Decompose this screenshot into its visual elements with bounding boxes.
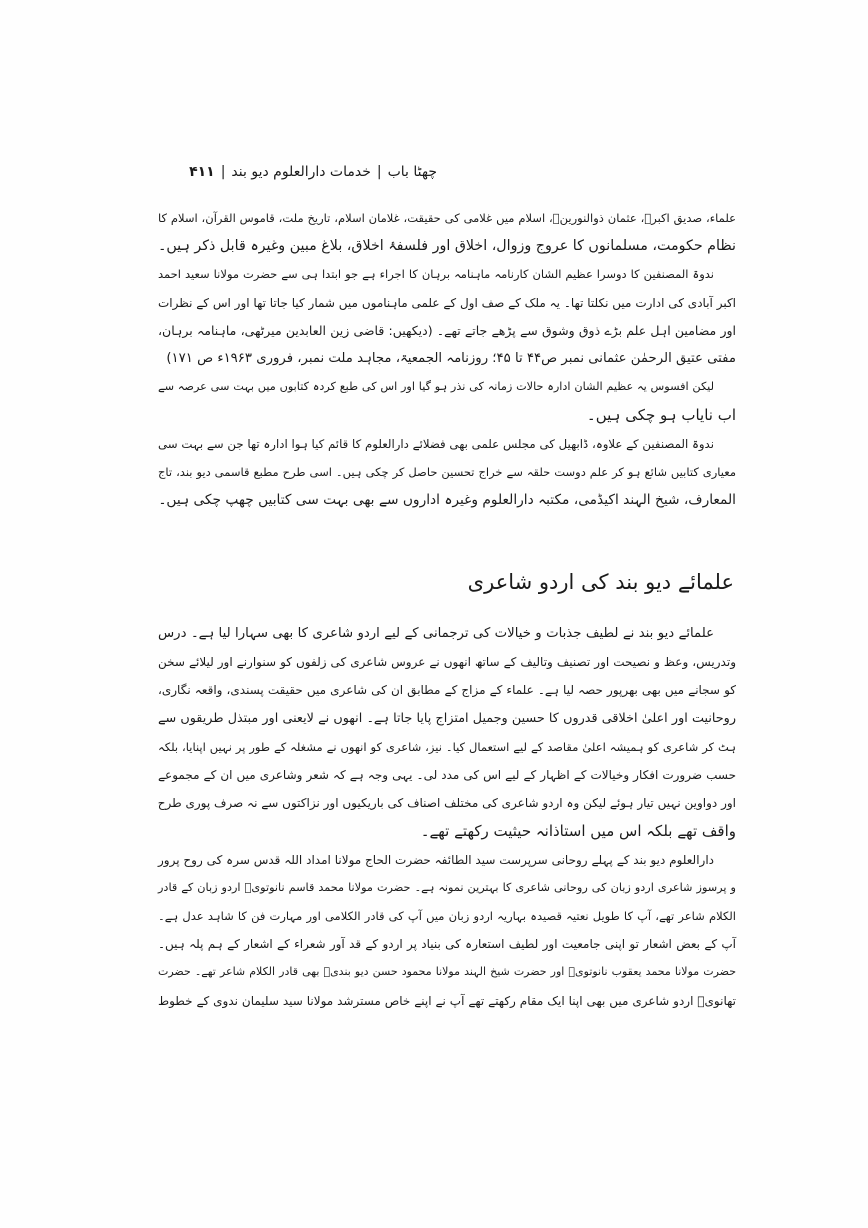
text-line: دارالعلوم دیو بند کے پہلے روحانی سرپرست سید الطائفہ حضرت الحاج مولانا امداد اللہ قدس سرہ کی روح پرور <box>158 852 714 867</box>
text-line: اور دواوین نہیں تیار ہوئے لیکن وہ اردو شاعری کی مختلف اصناف کی باریکیوں اور نزاکتوں سے نہ صرف پوری طرح <box>157 796 736 811</box>
text-line: علماء، صدیق اکبرؓ، عثمان ذوالنورینؓ، اسلام میں غلامی کی حقیقت، غلامان اسلام، تاریخ ملت، قاموس القرآن، اسلام کا <box>158 211 736 225</box>
text-line: کو سجانے میں بھی بھرپور حصہ لیا ہے۔ علماء کے مزاج کے مطابق ان کی شاعری میں حقیقت پسندی، واقعہ نگاری، <box>158 683 736 698</box>
text-line: اور مضامین اہل علم بڑے ذوق وشوق سے پڑھے جاتے تھے۔ (دیکھیں: قاضی زین العابدین میرٹھی، ماہنامہ برہان، <box>158 322 736 338</box>
section-heading: علمائے دیو بند کی اردو شاعری <box>467 570 734 595</box>
text-line: آپ کے بعض اشعار تو اپنی جامعیت اور لطیف استعارہ کی بنیاد پر اردو کے قد آور شعراء کے اشعار کے ہم پلہ ہیں۔ <box>158 937 736 952</box>
paragraph <box>158 430 736 515</box>
paragraph <box>158 260 736 373</box>
text-line: ندوۃ المصنفین کا دوسرا عظیم الشان کارنامہ ماہنامہ برہان کا اجراء ہے جو ابتدا ہی سے حضرت مولانا سعید احمد <box>158 267 714 282</box>
page-number: ۴۱۱ <box>189 164 215 180</box>
text-line: اکبر آبادی کی ادارت میں نکلتا تھا۔ یہ ملک کے صف اول کے علمی ماہناموں میں شمار کیا جاتا تھا اور اس کے نظرات <box>158 295 736 310</box>
header-separator: | <box>376 164 382 180</box>
running-header <box>189 160 437 184</box>
paragraph <box>158 373 736 429</box>
text-line: و پرسوز شاعری اردو زبان کی روحانی شاعری کا بہترین نمونہ ہے۔ حضرت مولانا محمد قاسم نانوتویؒ اردو زبان کے قادر <box>158 880 736 894</box>
text-line: وتدریس، وعظ و نصیحت اور تصنیف وتالیف کے ساتھ انھوں نے عروس شاعری کی زلفوں کو سنوارنے اور لیلائے سخن <box>158 655 736 670</box>
text-line: معیاری کتابیں شائع ہو کر علم دوست حلقہ سے خراج تحسین حاصل کر چکی ہیں۔ اسی طرح مطبع قاسمی دیو بند، تاج <box>158 464 736 479</box>
chapter-label: چھٹا باب <box>387 164 437 180</box>
text-line: واقف تھے بلکہ اس میں استاذانہ حیثیت رکھتے تھے۔ <box>420 822 736 841</box>
text-line: المعارف، شیخ الہند اکیڈمی، مکتبہ دارالعلوم وغیرہ اداروں سے بھی بہت سی کتابیں چھپ چکی ہیں۔ <box>158 491 736 508</box>
paragraph <box>158 846 736 1015</box>
chapter-title: خدمات دارالعلوم دیو بند <box>231 164 371 180</box>
section-body <box>158 620 736 1015</box>
text-line: حسب ضرورت افکار وخیالات کے اظہار کے لیے اس کی مدد لی۔ یہی وجہ ہے کہ شعر وشاعری میں ان کے مجموعے <box>158 768 736 782</box>
paragraph <box>158 620 736 846</box>
text-line: حضرت مولانا محمد یعقوب نانوتویؒ اور حضرت شیخ الہند مولانا محمود حسن دیو بندیؒ بھی قادر الکلام شاعر تھے۔ حضرت <box>158 965 736 979</box>
text-line: علمائے دیو بند نے لطیف جذبات و خیالات کی ترجمانی کے لیے اردو شاعری کا بھی سہارا لیا ہے۔ درس <box>158 626 714 642</box>
paragraph <box>158 204 736 260</box>
text-line: الکلام شاعر تھے، آپ کا طویل نعتیہ قصیدہ بہاریہ اردو زبان میں آپ کی قادر الکلامی اور مہارت فن کا شاہد عدل ہے۔ <box>158 908 736 923</box>
text-line: تھانویؒ اردو شاعری میں بھی اپنا ایک مقام رکھتے تھے آپ نے اپنے خاص مسترشد مولانا سید سلیمان ندوی کے خطوط <box>158 993 736 1008</box>
text-line: اب نایاب ہو چکی ہیں۔ <box>586 406 736 425</box>
text-line: روحانیت اور اعلیٰ اخلاقی قدروں کا حسین وجمیل امتزاج پایا جاتا ہے۔ انھوں نے لایعنی اور مبتذل طریقوں سے <box>158 710 736 726</box>
text-line: ندوۃ المصنفین کے علاوہ، ڈابھیل کی مجلس علمی بھی فضلائے دارالعلوم کا قائم کیا ہوا ادارہ تھا جن سے بہت سی <box>158 436 714 451</box>
text-line: ہٹ کر شاعری کو ہمیشہ اعلیٰ مقاصد کے لیے استعمال کیا۔ نیز، شاعری کو انھوں نے مشغلہ کے طور پر نہیں اپنایا، بلکہ <box>158 739 736 754</box>
text-line: لیکن افسوس یہ عظیم الشان ادارہ حالات زمانہ کی نذر ہو گیا اور اس کی طبع کردہ کتابوں میں بہت سی عرصہ سے <box>158 380 714 394</box>
text-block <box>158 204 736 1015</box>
header-separator: | <box>220 164 226 180</box>
text-line: مفتی عتیق الرحمٰن عثمانی نمبر ص۴۴ تا ۴۵؛ روزنامہ الجمعیۃ، مجاہد ملت نمبر، فروری ۱۹۶۳ء ص ۱۷۱) <box>166 350 736 366</box>
text-line: نظام حکومت، مسلمانوں کا عروج وزوال، اخلاق اور فلسفۂ اخلاق، بلاغ مبین وغیرہ قابل ذکر ہیں۔ <box>157 238 736 255</box>
